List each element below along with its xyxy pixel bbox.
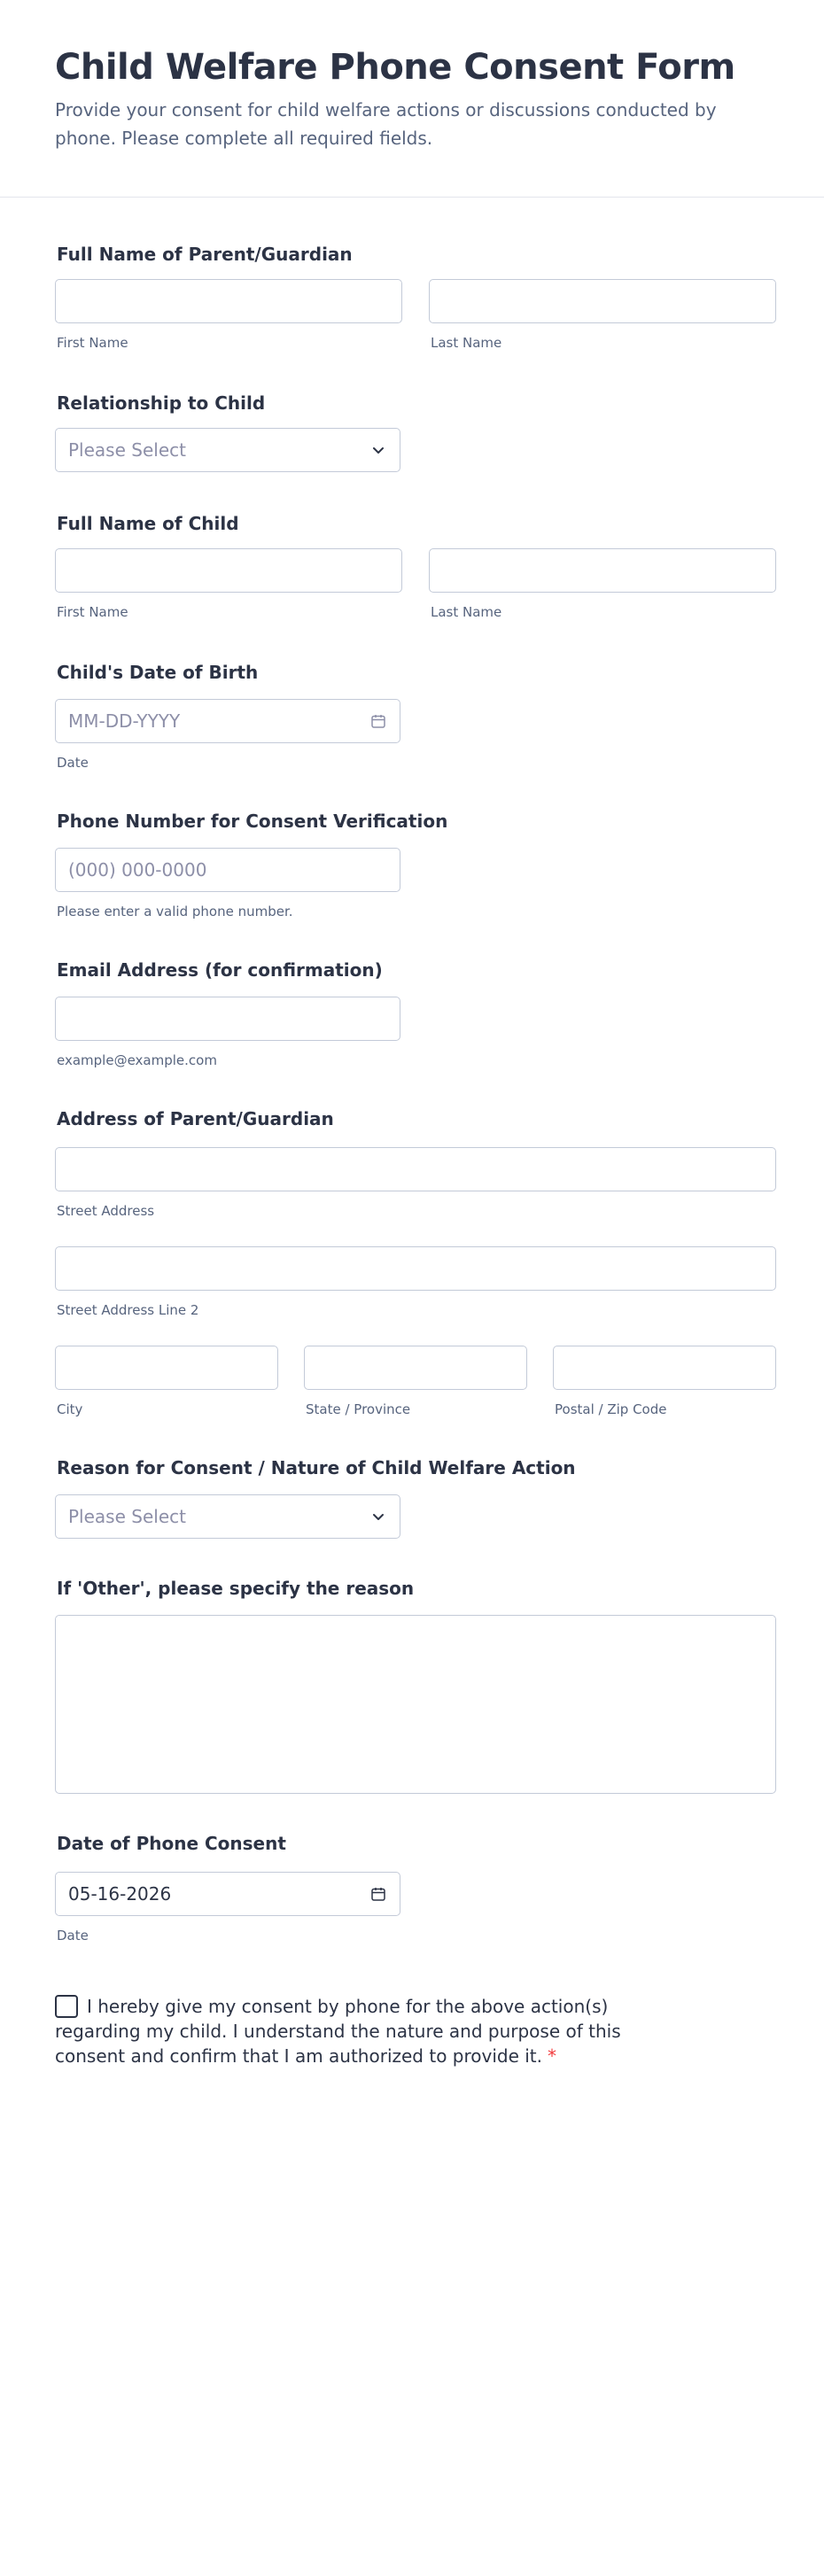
- child-dob-input[interactable]: [55, 699, 400, 743]
- reason-select[interactable]: [55, 1494, 400, 1539]
- page-subtitle: Provide your consent for child welfare actions or discussions conducted by phone. Please complete all required fields.: [55, 99, 717, 149]
- street-address-line2-input[interactable]: [55, 1246, 776, 1291]
- street-address-sublabel: Street Address: [57, 1203, 155, 1219]
- guardian-last-name-input[interactable]: [429, 279, 776, 323]
- consent-checkbox[interactable]: [55, 1995, 78, 2018]
- calendar-icon[interactable]: [369, 1885, 387, 1903]
- calendar-icon[interactable]: [369, 712, 387, 730]
- child-name-label: Full Name of Child: [57, 513, 239, 534]
- child-dob-placeholder: MM-DD-YYYY: [68, 710, 181, 732]
- other-reason-textarea[interactable]: [55, 1615, 776, 1794]
- chevron-down-icon: [369, 1508, 387, 1525]
- relationship-select[interactable]: [55, 428, 400, 472]
- guardian-first-name-input[interactable]: [55, 279, 402, 323]
- phone-input[interactable]: [55, 848, 400, 892]
- child-last-name-input[interactable]: [429, 548, 776, 593]
- relationship-label: Relationship to Child: [57, 392, 266, 414]
- state-sublabel: State / Province: [306, 1401, 411, 1417]
- child-last-name-sublabel: Last Name: [431, 604, 502, 620]
- child-first-name-sublabel: First Name: [57, 604, 128, 620]
- reason-label: Reason for Consent / Nature of Child Welfare Action: [57, 1457, 576, 1478]
- reason-selected-value: Please Select: [68, 1506, 186, 1527]
- required-marker: *: [548, 2045, 557, 2067]
- city-sublabel: City: [57, 1401, 83, 1417]
- relationship-selected-value: Please Select: [68, 439, 186, 461]
- page-title: Child Welfare Phone Consent Form: [55, 47, 735, 88]
- zip-input[interactable]: [553, 1346, 776, 1390]
- email-label: Email Address (for confirmation): [57, 959, 383, 981]
- consent-date-sublabel: Date: [57, 1928, 89, 1944]
- guardian-first-name-sublabel: First Name: [57, 335, 128, 351]
- other-reason-label: If 'Other', please specify the reason: [57, 1578, 415, 1599]
- child-dob-label: Child's Date of Birth: [57, 662, 259, 683]
- email-sublabel: example@example.com: [57, 1052, 217, 1068]
- guardian-name-label: Full Name of Parent/Guardian: [57, 244, 353, 265]
- phone-sublabel: Please enter a valid phone number.: [57, 904, 293, 919]
- zip-sublabel: Postal / Zip Code: [555, 1401, 667, 1417]
- street-address-input[interactable]: [55, 1147, 776, 1191]
- address-label: Address of Parent/Guardian: [57, 1108, 334, 1129]
- chevron-down-icon: [369, 441, 387, 459]
- child-dob-sublabel: Date: [57, 755, 89, 771]
- consent-date-value: 05-16-2026: [68, 1883, 172, 1905]
- email-input[interactable]: [55, 997, 400, 1041]
- form-header: [0, 0, 824, 198]
- consent-date-label: Date of Phone Consent: [57, 1833, 286, 1854]
- guardian-last-name-sublabel: Last Name: [431, 335, 502, 351]
- child-first-name-input[interactable]: [55, 548, 402, 593]
- consent-date-input[interactable]: [55, 1872, 400, 1916]
- state-input[interactable]: [304, 1346, 527, 1390]
- phone-label: Phone Number for Consent Verification: [57, 811, 448, 832]
- consent-statement: [55, 1994, 693, 2068]
- street-address-line2-sublabel: Street Address Line 2: [57, 1302, 199, 1318]
- consent-text: I hereby give my consent by phone for the above action(s) regarding my child. I understand the nature and purpose of this consent and confirm that I am authorized to provide it.: [55, 1996, 621, 2067]
- city-input[interactable]: [55, 1346, 278, 1390]
